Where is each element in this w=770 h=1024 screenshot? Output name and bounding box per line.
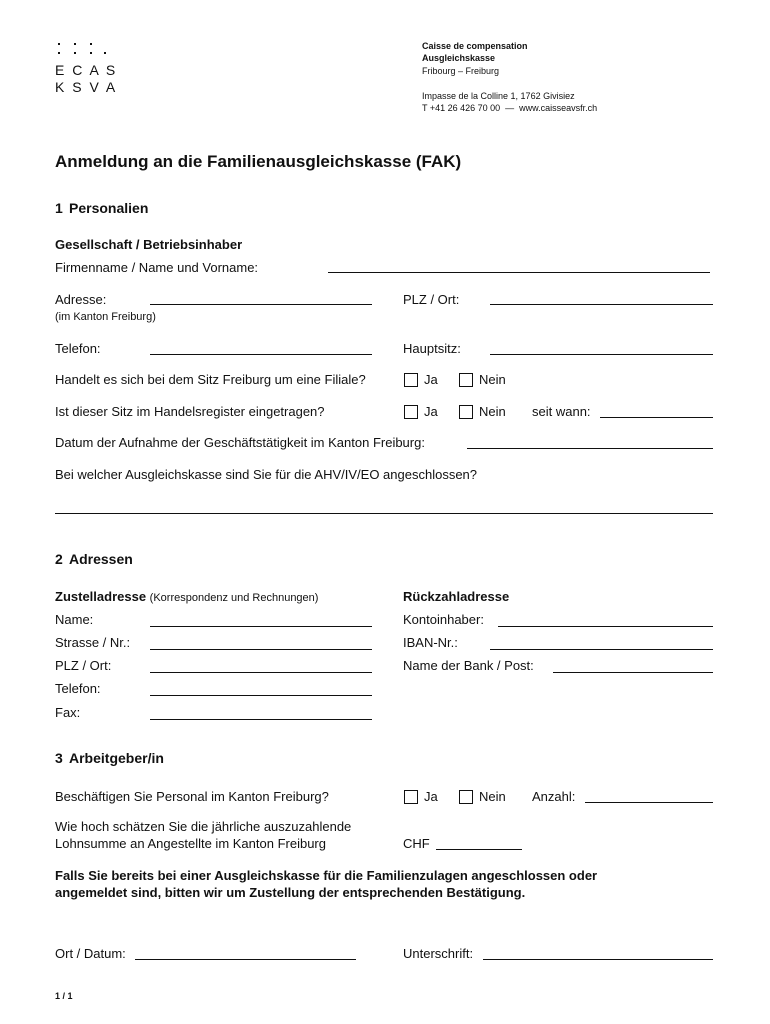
register-ja-label: Ja: [424, 404, 438, 419]
kasse-field[interactable]: [55, 513, 713, 514]
section-3-heading: Arbeitgeber/in: [69, 750, 164, 766]
seit-wann-field[interactable]: [600, 417, 713, 418]
personal-nein-label: Nein: [479, 789, 506, 804]
filiale-ja-label: Ja: [424, 372, 438, 387]
section-1-number: 1: [55, 200, 63, 216]
telefon-field[interactable]: [150, 354, 372, 355]
zustell-telefon-label: Telefon:: [55, 681, 101, 696]
datum-question: Datum der Aufnahme der Geschäftstätigkeit im Kanton Freiburg:: [55, 435, 425, 450]
page-title: Anmeldung an die Familienausgleichskasse (FAK): [55, 152, 462, 171]
register-nein-checkbox[interactable]: [459, 405, 473, 419]
bank-field[interactable]: [553, 672, 713, 673]
register-ja-checkbox[interactable]: [404, 405, 418, 419]
iban-label: IBAN-Nr.:: [403, 635, 458, 650]
zustell-fax-label: Fax:: [55, 705, 81, 720]
bank-label: Name der Bank / Post:: [403, 658, 534, 673]
plz-ort-field[interactable]: [490, 304, 713, 305]
unterschrift-field[interactable]: [483, 959, 713, 960]
unterschrift-label: Unterschrift:: [403, 946, 474, 961]
anzahl-label: Anzahl:: [532, 789, 576, 804]
seit-wann-label: seit wann:: [532, 404, 591, 419]
register-nein-label: Nein: [479, 404, 506, 419]
adresse-field[interactable]: [150, 304, 372, 305]
zustell-telefon-field[interactable]: [150, 695, 372, 696]
zustell-strasse-label: Strasse / Nr.:: [55, 635, 131, 650]
lohnsumme-question-line1: Wie hoch schätzen Sie die jährliche auszuzahlende: [55, 819, 352, 834]
ort-datum-field[interactable]: [135, 959, 356, 960]
company-subheading: Gesellschaft / Betriebsinhaber: [55, 237, 243, 252]
zustell-plz-ort-field[interactable]: [150, 672, 372, 673]
header-org-fr: Caisse de compensation: [422, 41, 528, 51]
header-contact: T +41 26 426 70 00 — www.caisseavsfr.ch: [422, 103, 598, 113]
zustell-strasse-field[interactable]: [150, 649, 372, 650]
zustelladresse-title: Zustelladresse: [55, 589, 147, 604]
zustelladresse-heading: [55, 589, 318, 606]
kontoinhaber-label: Kontoinhaber:: [403, 612, 484, 627]
zustell-name-field[interactable]: [150, 626, 372, 627]
datum-field[interactable]: [467, 448, 713, 449]
zustell-plz-ort-label: PLZ / Ort:: [55, 658, 112, 673]
logo-text-top: E C A S: [55, 62, 118, 78]
kontoinhaber-field[interactable]: [498, 626, 713, 627]
chf-field[interactable]: [436, 849, 522, 850]
adresse-note: (im Kanton Freiburg): [55, 311, 156, 323]
telefon-label: Telefon:: [55, 341, 101, 356]
chf-label: CHF: [403, 836, 430, 851]
personal-question: Beschäftigen Sie Personal im Kanton Freiburg?: [55, 789, 329, 804]
zustell-fax-field[interactable]: [150, 719, 372, 720]
filiale-ja-checkbox[interactable]: [404, 373, 418, 387]
page-number: 1 / 1: [55, 991, 73, 1001]
hauptsitz-label: Hauptsitz:: [403, 341, 461, 356]
header-address: Impasse de la Colline 1, 1762 Givisiez: [422, 91, 575, 101]
lohnsumme-question-line2: Lohnsumme an Angestellte im Kanton Freiburg: [55, 836, 326, 851]
notice-line2: angemeldet sind, bitten wir um Zustellung der entsprechenden Bestätigung.: [55, 885, 526, 900]
plz-ort-label: PLZ / Ort:: [403, 292, 460, 307]
personal-nein-checkbox[interactable]: [459, 790, 473, 804]
ort-datum-label: Ort / Datum:: [55, 946, 126, 961]
zustell-name-label: Name:: [55, 612, 94, 627]
section-2-number: 2: [55, 551, 63, 567]
iban-field[interactable]: [490, 649, 713, 650]
firmenname-field[interactable]: [328, 272, 710, 273]
filiale-nein-checkbox[interactable]: [459, 373, 473, 387]
filiale-nein-label: Nein: [479, 372, 506, 387]
personal-ja-checkbox[interactable]: [404, 790, 418, 804]
adresse-label: Adresse:: [55, 292, 107, 307]
register-question: Ist dieser Sitz im Handelsregister eingetragen?: [55, 404, 325, 419]
section-2-heading: Adressen: [69, 551, 133, 567]
anzahl-field[interactable]: [585, 802, 713, 803]
section-3-number: 3: [55, 750, 63, 766]
logo-text-bottom: K S V A: [55, 79, 118, 95]
filiale-question: Handelt es sich bei dem Sitz Freiburg um eine Filiale?: [55, 372, 366, 387]
notice-line1: Falls Sie bereits bei einer Ausgleichskasse für die Familienzulagen angeschlossen oder: [55, 868, 598, 883]
header-org-de: Ausgleichskasse: [422, 53, 496, 63]
firmenname-label: Firmenname / Name und Vorname:: [55, 260, 259, 275]
header-city: Fribourg – Freiburg: [422, 66, 500, 76]
section-1-heading: Personalien: [69, 200, 149, 216]
zustelladresse-note: (Korrespondenz und Rechnungen): [149, 592, 319, 604]
personal-ja-label: Ja: [424, 789, 438, 804]
kasse-question: Bei welcher Ausgleichskasse sind Sie für die AHV/IV/EO angeschlossen?: [55, 467, 478, 482]
hauptsitz-field[interactable]: [490, 354, 713, 355]
rueckzahladresse-heading: Rückzahladresse: [403, 589, 510, 604]
